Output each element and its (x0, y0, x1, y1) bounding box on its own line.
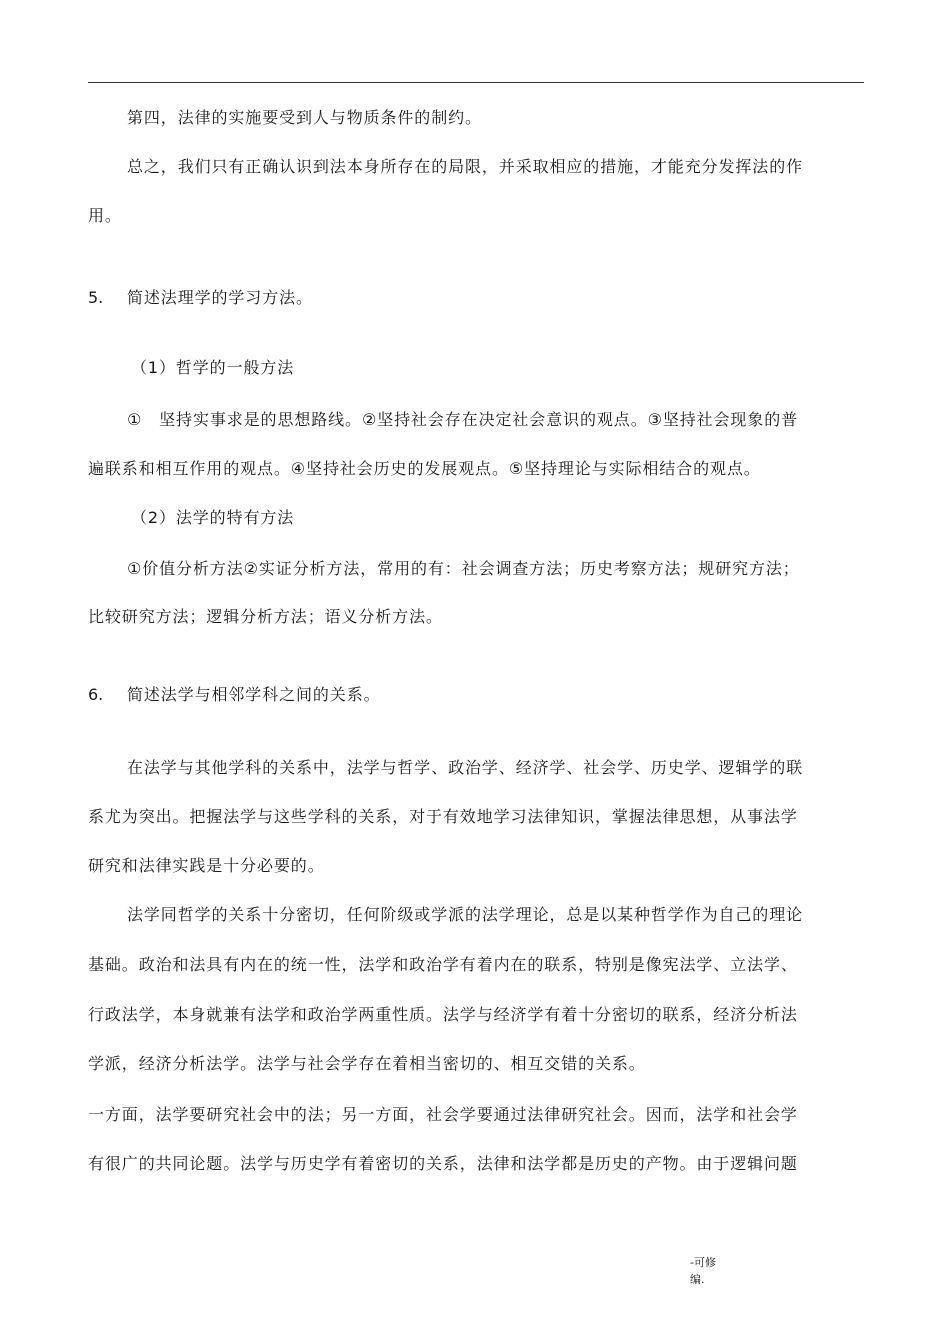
question-number: 6. (88, 685, 104, 704)
paragraph-line: ① 坚持实事求是的思想路线。②坚持社会存在决定社会意识的观点。③坚持社会现象的普 (127, 410, 799, 429)
paragraph-line: 有很广的共同论题。法学与历史学有着密切的关系，法律和法学都是历史的产物。由于逻辑问题 (88, 1154, 798, 1173)
question-title: 简述法学与相邻学科之间的关系。 (127, 685, 381, 704)
question-number: 5. (88, 288, 104, 307)
header-rule (88, 82, 864, 83)
paragraph-line: 行政法学，本身就兼有法学和政治学两重性质。法学与经济学有着十分密切的联系，经济分析法 (88, 1005, 798, 1024)
paragraph-line: 第四，法律的实施要受到人与物质条件的制约。 (127, 108, 482, 127)
paragraph-line: 系尤为突出。把握法学与这些学科的关系，对于有效地学习法律知识，掌握法律思想，从事法学 (88, 807, 798, 826)
question-title: 简述法理学的学习方法。 (127, 288, 313, 307)
paragraph-line: ①价值分析方法②实证分析方法，常用的有：社会调查方法；历史考察方法；规研究方法； (127, 559, 800, 578)
footer-line: 编. (690, 1273, 705, 1286)
paragraph-line: 学派，经济分析法学。法学与社会学存在着相当密切的、相互交错的关系。 (88, 1054, 646, 1073)
paragraph-line: 总之，我们只有正确认识到法本身所存在的局限，并采取相应的措施，才能充分发挥法的作 (127, 157, 804, 176)
paragraph-line: 基础。政治和法具有内在的统一性，法学和政治学有着内在的联系，特别是像宪法学、立法学、 (88, 955, 798, 974)
footer-line: -可修 (690, 1256, 716, 1269)
subheading: （1）哲学的一般方法 (131, 358, 295, 377)
paragraph-line: 用。 (88, 206, 122, 225)
paragraph-line: 比较研究方法；逻辑分析方法；语义分析方法。 (88, 607, 443, 626)
paragraph-line: 法学同哲学的关系十分密切，任何阶级或学派的法学理论，总是以某种哲学作为自己的理论 (127, 905, 804, 924)
subheading: （2）法学的特有方法 (131, 508, 295, 527)
page-footer (690, 1254, 730, 1288)
paragraph-line: 研究和法律实践是十分必要的。 (88, 856, 325, 875)
paragraph-line: 在法学与其他学科的关系中，法学与哲学、政治学、经济学、社会学、历史学、逻辑学的联 (127, 758, 804, 777)
paragraph-line: 一方面，法学要研究社会中的法；另一方面，社会学要通过法律研究社会。因而，法学和社会学 (88, 1105, 798, 1124)
paragraph-line: 遍联系和相互作用的观点。④坚持社会历史的发展观点。⑤坚持理论与实际相结合的观点。 (88, 459, 761, 478)
